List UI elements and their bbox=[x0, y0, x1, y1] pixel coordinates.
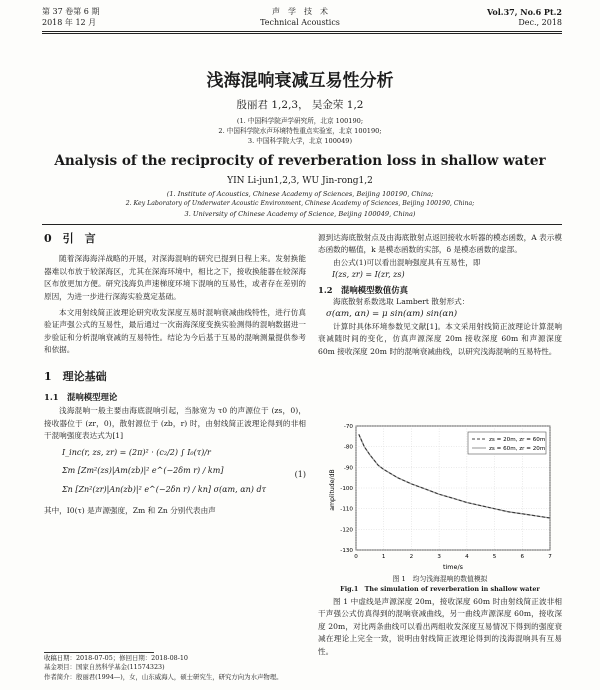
header-rule-2 bbox=[42, 33, 562, 34]
x-axis-label: time/s bbox=[443, 563, 463, 571]
legend bbox=[468, 432, 546, 454]
footnotes bbox=[44, 654, 306, 682]
x-tick-label: 0 bbox=[354, 554, 358, 560]
x-tick-labels bbox=[354, 554, 552, 560]
affil-en-1: (1. Institute of Acoustics, Chinese Academy of Sciences, Beijing 100190, China; bbox=[166, 190, 434, 198]
figure-caption-cn: 图 1 均匀浅海混响的数值模拟 bbox=[392, 575, 488, 583]
y-tick-label: -100 bbox=[340, 486, 353, 492]
header-journal-cn: 声 学 技 术 bbox=[272, 7, 328, 16]
y-tick-label: -120 bbox=[340, 527, 353, 534]
paragraph-1-2-b: 计算时具体环境参数见文献[1]。本文采用射线简正波理论计算混响衰减随时间的变化，仿真声源深度 20m 接收深度 60m 和声源深度 60m 接收深度 20m 时的混响衰减曲线，以研究浅海混响的互易特性。 bbox=[318, 321, 562, 356]
affil-en-3: 3. University of Chinese Academy of Science, Beijing 100049, China) bbox=[184, 210, 416, 218]
x-tick-label: 1 bbox=[381, 554, 386, 560]
footnote-received: 收稿日期：2018-07-05；修回日期：2018-08-10 bbox=[44, 654, 188, 662]
y-axis-label: amplitude/dB bbox=[329, 469, 336, 511]
intro-paragraph-1: 随着深海海洋战略的开展，对深海混响的研究已提到日程上来。发射换能器难以布放于较深海区，尤其在深海环境中，相比之下，接收换能器在较深海区布放更加方便。研究浅海负声速梯度环境下混响的互易性，或者存在差别的原因，为进一步进行深海实验奠定基础。 bbox=[44, 254, 306, 301]
equation-lambert: σ(αm, αn) = μ sin(αm) sin(αn) bbox=[326, 309, 458, 320]
legend-entry-1: zs = 20m, zr = 60m bbox=[489, 437, 546, 443]
authors-en: YIN Li-jun1,2,3, WU Jin-rong1,2 bbox=[227, 176, 373, 186]
title-en: Analysis of the reciprocity of reverberation loss in shallow water bbox=[54, 153, 546, 169]
affil-en-2: 2. Key Laboratory of Underwater Acoustic Environment, Chinese Academy of Sciences, Beijing 100190, China; bbox=[125, 200, 475, 207]
y-tick-label: -110 bbox=[340, 506, 353, 513]
figure-caption-en: Fig.1 The simulation of reverberation in shallow water bbox=[340, 585, 540, 593]
title-rule bbox=[42, 224, 562, 225]
x-tick-label: 6 bbox=[520, 554, 525, 560]
equation-1-number: (1) bbox=[294, 469, 306, 479]
affil-cn-3: 3. 中国科学院大学，北京 100049) bbox=[247, 137, 353, 145]
x-tick-label: 5 bbox=[492, 554, 497, 560]
header-volume-cn: 第 37 卷第 6 期 bbox=[42, 7, 100, 16]
paragraph-1-2: 海底散射系数选取 Lambert 散射形式： bbox=[333, 297, 470, 307]
equation-1-line-1: I_inc(r, zs, zr) = (2π)² · (c₂/2) ∫ I₀(τ)/r bbox=[62, 447, 211, 457]
affil-cn-1: (1. 中国科学院声学研究所，北京 100190; bbox=[236, 117, 364, 125]
y-tick-label: -80 bbox=[343, 444, 353, 451]
paragraph-continued: 源到达海底散射点及由海底散射点返回接收水听器的模态函数，A 表示模态函数的幅值，k 是模态函数的实部，δ 是模态函数的虚部。 bbox=[318, 233, 562, 255]
header-date-en: Dec., 2018 bbox=[518, 18, 562, 27]
equation-1 bbox=[62, 447, 306, 503]
figure-discussion bbox=[318, 596, 562, 658]
right-column bbox=[318, 232, 562, 358]
equation-reciprocity: I(zs, zr) = I(zr, zs) bbox=[332, 270, 405, 280]
title-cn: 浅海混响衰减互易性分析 bbox=[206, 71, 394, 91]
legend-entry-2: zs = 60m, zr = 20m bbox=[489, 446, 546, 452]
paragraph-1-1: 浅海混响一般主要由海底混响引起，当脉宽为 τ0 的声源位于 (zs，0)，接收器位于 (zr，0)，散射源位于 (zb，r) 时，由射线简正波理论得到的非相干混响强度表达式为[1] bbox=[44, 406, 306, 441]
subsection-1-2-heading: 1.2 混响模型数值仿真 bbox=[318, 284, 408, 295]
x-tick-label: 3 bbox=[437, 554, 441, 560]
y-tick-label: -90 bbox=[343, 465, 353, 472]
footnote-rule bbox=[44, 652, 154, 653]
reciprocity-sentence: 由公式(1)可以看出混响强度具有互易性，即 bbox=[333, 257, 481, 267]
left-column bbox=[44, 232, 306, 517]
x-tick-label: 4 bbox=[465, 554, 469, 560]
y-tick-label: -70 bbox=[343, 424, 353, 430]
reverberation-chart bbox=[326, 420, 556, 572]
paragraph-figure-discussion: 图 1 中虚线是声源深度 20m，接收深度 60m 时由射线简正波非相干声强公式仿真得到的混响衰减曲线，另一曲线声源深度 60m，接收深度 20m，对比两条曲线可以看出两组收发深度互易情况下得到的强度衰减在理论上完全一致，说明由射线简正波理论得到的浅海混响具有互易性。 bbox=[318, 597, 562, 656]
footnote-fund: 基金项目：国家自然科学基金(11574323) bbox=[44, 663, 165, 672]
paragraph-after-equation: 其中，I0(τ) 是声源强度，Zm 和 Zn 分别代表由声 bbox=[44, 505, 216, 515]
section-0-heading: 0 引 言 bbox=[44, 232, 96, 245]
equation-1-line-2: Σm [Zm²(zs)|Am(zb)|² e^(−2δm r) / km] bbox=[62, 466, 224, 476]
affil-cn-2: 2. 中国科学院水声环境特性重点实验室，北京 100190; bbox=[218, 127, 382, 135]
equation-1-line-3: Σn [Zn²(zr)|An(zb)|² e^(−2δn r) / kn] σ(αm, αn) dτ bbox=[62, 484, 266, 494]
authors-cn: 殷丽君 1,2,3， 吴金荣 1,2 bbox=[236, 99, 364, 111]
subsection-1-1-heading: 1.1 混响模型理论 bbox=[44, 392, 118, 403]
header-journal-en: Technical Acoustics bbox=[260, 18, 340, 27]
footnote-author: 作者简介：殷丽君(1994—)，女，山东威海人，硕士研究生，研究方向为水声物理。 bbox=[44, 672, 283, 681]
header-rule bbox=[42, 31, 562, 32]
intro-paragraph-2: 本文用射线简正波理论研究收发深度互易时混响衰减曲线特性，进行仿真验证声强公式的互易性，最后通过一次南海深度变换实验测得的混响数据进一步验证和分析混响衰减的互易特性。结论为今后基于互易的混响测量提供参考和依据。 bbox=[44, 308, 306, 355]
y-tick-labels bbox=[340, 424, 353, 554]
header-date-cn: 2018 年 12 月 bbox=[42, 18, 97, 27]
y-tick-label: -130 bbox=[340, 548, 353, 554]
header-volume-en: Vol.37, No.6 Pt.2 bbox=[486, 7, 562, 17]
section-1-heading: 1 理论基础 bbox=[44, 369, 107, 383]
x-tick-label: 7 bbox=[548, 554, 552, 560]
x-tick-label: 2 bbox=[409, 554, 414, 560]
